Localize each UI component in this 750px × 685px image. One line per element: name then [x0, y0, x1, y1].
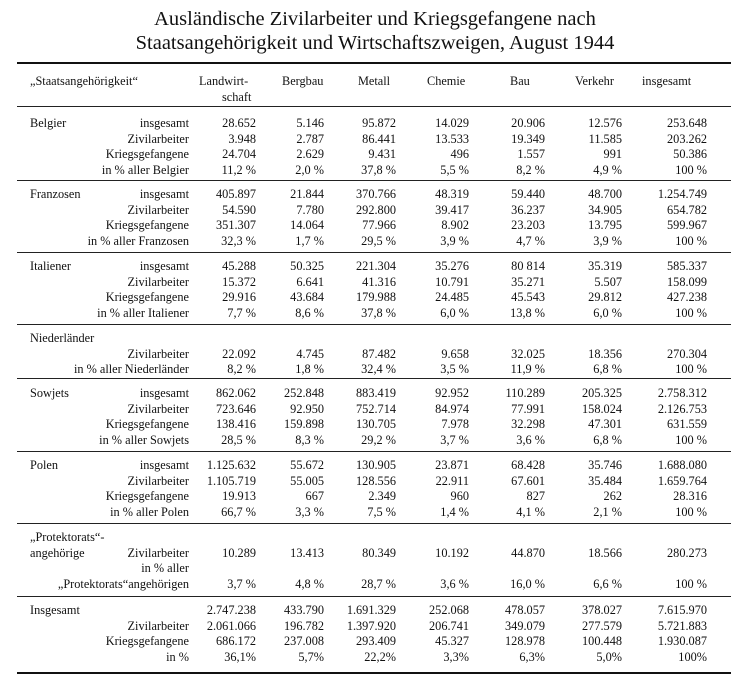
table-row	[0, 362, 750, 378]
row-label: Zivilarbeiter	[127, 473, 189, 488]
table-cell: 3.948	[228, 131, 256, 146]
table-cell: 3,7 %	[227, 576, 256, 591]
table-cell: 59.440	[511, 187, 545, 201]
row-label: „Protektorats“angehörigen	[57, 576, 189, 591]
table-cell: 45.543	[511, 290, 545, 305]
table-cell: 24.704	[222, 147, 256, 162]
table-cell: 3,6 %	[516, 432, 545, 447]
table-cell: 35.484	[588, 473, 622, 488]
table-cell: 1.659.764	[657, 473, 707, 488]
table-cell: 32.025	[511, 346, 545, 361]
table-cell: 1.105.719	[206, 473, 256, 488]
header-col-verkehr: Verkehr	[575, 74, 614, 88]
table-cell: 4.745	[296, 346, 324, 361]
table-cell: 8,2 %	[516, 162, 545, 177]
group-name: Niederländer	[30, 331, 95, 345]
table-cell: 43.684	[290, 290, 324, 305]
table-cell: 13.533	[435, 131, 469, 146]
group-row	[0, 530, 750, 546]
table-cell: 6,0 %	[440, 305, 469, 320]
table-cell: 95.872	[362, 116, 396, 130]
table-cell: 2.758.312	[657, 386, 707, 400]
table-cell: 827	[526, 489, 545, 504]
group-row	[0, 386, 750, 402]
table-cell: 86.441	[362, 131, 396, 146]
table-cell: 18.356	[588, 346, 622, 361]
row-label: Kriegsgefangene	[105, 147, 189, 162]
row-label: in % aller	[141, 561, 189, 576]
table-cell: 48.700	[588, 187, 622, 201]
table-cell: 378.027	[582, 603, 622, 617]
table-cell: 2.061.066	[206, 618, 256, 633]
table-cell: 158.099	[667, 274, 707, 289]
table-cell: 45.288	[222, 259, 256, 273]
table-row	[0, 505, 750, 521]
row-label: in % aller Italiener	[97, 305, 189, 320]
header-col-chemie: Chemie	[427, 74, 466, 88]
table-cell: 100 %	[675, 432, 707, 447]
table-cell: 47.301	[588, 417, 622, 432]
table-row	[0, 546, 750, 562]
table-cell: 2.747.238	[206, 603, 256, 617]
header-col-metall: Metall	[358, 74, 391, 88]
table-cell: 370.766	[356, 187, 396, 201]
table-cell: 22.092	[222, 346, 256, 361]
table-cell: 1.691.329	[346, 603, 396, 617]
table-cell: 3,3%	[443, 649, 469, 664]
group-name: Italiener	[30, 259, 71, 273]
table-cell: 723.646	[216, 401, 256, 416]
table-cell: 128.556	[356, 473, 396, 488]
row-label: Zivilarbeiter	[127, 202, 189, 217]
table-row	[0, 132, 750, 148]
table-cell: 87.482	[362, 346, 396, 361]
table-cell: 24.485	[435, 290, 469, 305]
table-cell: 37,8 %	[361, 305, 396, 320]
table-cell: 50.325	[290, 259, 324, 273]
table-cell: 100 %	[675, 305, 707, 320]
table-cell: 1,8 %	[295, 362, 324, 377]
table-cell: 35.276	[435, 259, 469, 273]
table-cell: 262	[603, 489, 622, 504]
row-label: Zivilarbeiter	[127, 274, 189, 289]
table-cell: 599.967	[667, 218, 707, 233]
table-cell: 277.579	[582, 618, 622, 633]
table-cell: 179.988	[356, 290, 396, 305]
header-col-bau: Bau	[510, 74, 530, 88]
table-cell: 54.590	[222, 202, 256, 217]
table-cell: 351.307	[216, 218, 256, 233]
table-cell: 80.349	[362, 545, 396, 560]
row-label: in % aller Niederländer	[73, 362, 189, 377]
row-label: insgesamt	[139, 458, 189, 472]
table-cell: 203.262	[667, 131, 707, 146]
table-cell: 100.448	[582, 634, 622, 649]
table-row	[0, 290, 750, 306]
table-cell: 2.787	[296, 131, 324, 146]
row-label: Kriegsgefangene	[105, 489, 189, 504]
table-cell: 36.237	[511, 202, 545, 217]
table-cell: 22.911	[435, 473, 469, 488]
row-label: insgesamt	[139, 386, 189, 400]
row-label: Kriegsgefangene	[105, 290, 189, 305]
table-cell: 7.780	[296, 202, 324, 217]
table-cell: 100 %	[675, 576, 707, 591]
table-cell: 44.870	[511, 545, 545, 560]
table-cell: 10.289	[222, 545, 256, 560]
table-cell: 1.930.087	[657, 634, 707, 649]
header-rule	[17, 106, 731, 107]
table-cell: 8,2 %	[227, 362, 256, 377]
table-cell: 3,5 %	[440, 362, 469, 377]
table-cell: 39.417	[435, 202, 469, 217]
row-label: Zivilarbeiter	[127, 545, 189, 560]
table-cell: 405.897	[216, 187, 256, 201]
table-cell: 4,1 %	[516, 504, 545, 519]
table-cell: 667	[305, 489, 324, 504]
row-label: in %	[166, 649, 189, 664]
table-cell: 32.298	[511, 417, 545, 432]
table-cell: 1.397.920	[346, 618, 396, 633]
table-cell: 7,5 %	[367, 504, 396, 519]
section-rule	[17, 596, 731, 597]
table-cell: 1.557	[517, 147, 545, 162]
table-cell: 15.372	[222, 274, 256, 289]
table-cell: 13,8 %	[510, 305, 545, 320]
table-cell: 2,1 %	[593, 504, 622, 519]
table-cell: 2.126.753	[657, 401, 707, 416]
table-cell: 35.746	[588, 458, 622, 472]
table-row	[0, 577, 750, 593]
table-cell: 293.409	[356, 634, 396, 649]
table-cell: 6.641	[296, 274, 324, 289]
table-cell: 4,9 %	[593, 162, 622, 177]
table-cell: 8.902	[441, 218, 469, 233]
table-cell: 92.952	[435, 386, 469, 400]
table-cell: 10.192	[435, 545, 469, 560]
table-cell: 130.905	[356, 458, 396, 472]
row-label: Kriegsgefangene	[105, 417, 189, 432]
table-row	[0, 203, 750, 219]
table-cell: 28.652	[222, 116, 256, 130]
table-cell: 55.005	[290, 473, 324, 488]
table-row	[0, 306, 750, 322]
table-cell: 36,1%	[224, 649, 256, 664]
header-col-landwirtschaft-line2: schaft	[222, 90, 252, 104]
row-label: insgesamt	[139, 187, 189, 201]
table-row	[0, 433, 750, 449]
row-label: Zivilarbeiter	[127, 618, 189, 633]
table-cell: 3,6 %	[440, 576, 469, 591]
table-row	[0, 489, 750, 505]
table-cell: 3,3 %	[295, 504, 324, 519]
table-cell: 9.431	[368, 147, 396, 162]
table-cell: 23.871	[435, 458, 469, 472]
table-cell: 5.721.883	[657, 618, 707, 633]
group-name: Belgier	[30, 116, 67, 130]
section-rule	[17, 523, 731, 524]
table-cell: 18.566	[588, 545, 622, 560]
header-group: „Staatsangehörigkeit“	[30, 74, 138, 88]
table-cell: 13.795	[588, 218, 622, 233]
table-cell: 253.648	[667, 116, 707, 130]
table-cell: 252.068	[429, 603, 469, 617]
table-cell: 20.906	[511, 116, 545, 130]
table-cell: 28,5 %	[221, 432, 256, 447]
table-cell: 92.950	[290, 401, 324, 416]
table-cell: 100 %	[675, 362, 707, 377]
table-cell: 19.913	[222, 489, 256, 504]
section-rule	[17, 252, 731, 253]
table-cell: 2.629	[296, 147, 324, 162]
table-cell: 2.349	[368, 489, 396, 504]
table-cell: 3,9 %	[440, 233, 469, 248]
group-name: Franzosen	[30, 187, 81, 201]
table-cell: 23.203	[511, 218, 545, 233]
table-cell: 349.079	[505, 618, 545, 633]
group-row	[0, 259, 750, 275]
table-cell: 55.672	[290, 458, 324, 472]
table-cell: 5,5 %	[440, 162, 469, 177]
table-cell: 6,8 %	[593, 362, 622, 377]
table-cell: 67.601	[511, 473, 545, 488]
table-cell: 991	[603, 147, 622, 162]
table-cell: 1.688.080	[657, 458, 707, 472]
table-cell: 206.741	[429, 618, 469, 633]
table-cell: 252.848	[284, 386, 324, 400]
table-cell: 29,5 %	[361, 233, 396, 248]
group-name: Polen	[30, 458, 59, 472]
table-title-line-1: Ausländische Zivilarbeiter und Kriegsgefangene nach	[154, 8, 596, 30]
table-cell: 11,9 %	[510, 362, 545, 377]
group-row	[0, 331, 750, 347]
table-cell: 1.125.632	[206, 458, 256, 472]
table-cell: 5.507	[594, 274, 622, 289]
table-row	[0, 347, 750, 363]
table-cell: 5.146	[296, 116, 324, 130]
table-cell: 100 %	[675, 162, 707, 177]
table-cell: 478.057	[505, 603, 545, 617]
table-cell: 28.316	[673, 489, 707, 504]
table-cell: 29.916	[222, 290, 256, 305]
table-cell: 960	[450, 489, 469, 504]
table-cell: 221.304	[356, 259, 396, 273]
table-cell: 13.413	[290, 545, 324, 560]
table-cell: 21.844	[290, 187, 324, 201]
row-label: insgesamt	[139, 116, 189, 130]
table-cell: 22,2%	[364, 649, 396, 664]
header-col-landwirtschaft: Landwirt-	[199, 74, 249, 88]
table-cell: 14.029	[435, 116, 469, 130]
group-row	[0, 187, 750, 203]
table-cell: 292.800	[356, 202, 396, 217]
table-cell: 28,7 %	[361, 576, 396, 591]
table-cell: 34.905	[588, 202, 622, 217]
table-cell: 3,7 %	[440, 432, 469, 447]
table-row	[0, 650, 750, 666]
table-cell: 12.576	[588, 116, 622, 130]
group-name: Insgesamt	[30, 603, 80, 617]
section-rule	[17, 324, 731, 325]
table-cell: 196.782	[284, 618, 324, 633]
table-cell: 6,6 %	[593, 576, 622, 591]
table-cell: 9.658	[441, 346, 469, 361]
table-cell: 77.966	[362, 218, 396, 233]
table-cell: 6,0 %	[593, 305, 622, 320]
table-cell: 158.024	[582, 401, 622, 416]
row-label: in % aller Belgier	[101, 162, 189, 177]
group-row	[0, 603, 750, 619]
table-cell: 11.585	[588, 131, 622, 146]
table-cell: 35.271	[511, 274, 545, 289]
table-cell: 280.273	[667, 545, 707, 560]
table-row	[0, 619, 750, 635]
table-cell: 100 %	[675, 233, 707, 248]
top-rule	[17, 62, 731, 64]
group-row	[0, 458, 750, 474]
row-label: in % aller Franzosen	[87, 233, 189, 248]
table-row	[0, 417, 750, 433]
row-label: Kriegsgefangene	[105, 218, 189, 233]
table-cell: 41.316	[362, 274, 396, 289]
table-cell: 3,9 %	[593, 233, 622, 248]
table-cell: 29.812	[588, 290, 622, 305]
table-cell: 427.238	[667, 290, 707, 305]
table-cell: 50.386	[673, 147, 707, 162]
table-cell: 100 %	[675, 504, 707, 519]
group-row	[0, 116, 750, 132]
section-rule	[17, 180, 731, 181]
table-row	[0, 561, 750, 577]
table-cell: 16,0 %	[510, 576, 545, 591]
table-cell: 14.064	[290, 218, 324, 233]
row-label: Kriegsgefangene	[105, 634, 189, 649]
table-cell: 496	[450, 147, 469, 162]
table-cell: 37,8 %	[361, 162, 396, 177]
table-cell: 6,8 %	[593, 432, 622, 447]
header-col-insgesamt: insgesamt	[642, 74, 692, 88]
table-cell: 433.790	[284, 603, 324, 617]
table-cell: 752.714	[356, 401, 396, 416]
row-label: Zivilarbeiter	[127, 131, 189, 146]
table-cell: 1.254.749	[657, 187, 707, 201]
table-cell: 8,6 %	[295, 305, 324, 320]
group-name: Sowjets	[30, 386, 69, 400]
section-rule	[17, 672, 731, 674]
table-cell: 8,3 %	[295, 432, 324, 447]
table-cell: 7,7 %	[227, 305, 256, 320]
table-row	[0, 218, 750, 234]
row-label: in % aller Sowjets	[99, 432, 189, 447]
table-cell: 237.008	[284, 634, 324, 649]
table-title-line-2: Staatsangehörigkeit und Wirtschaftszweigen, August 1944	[135, 32, 615, 54]
table-cell: 32,3 %	[221, 233, 256, 248]
table-cell: 32,4 %	[361, 362, 396, 377]
table-cell: 7.978	[441, 417, 469, 432]
table-cell: 68.428	[511, 458, 545, 472]
table-cell: 84.974	[435, 401, 469, 416]
table-row	[0, 402, 750, 418]
section-rule	[17, 451, 731, 452]
table-cell: 66,7 %	[221, 504, 256, 519]
table-cell: 205.325	[582, 386, 622, 400]
table-cell: 270.304	[667, 346, 707, 361]
table-cell: 2,0 %	[295, 162, 324, 177]
table-cell: 1,7 %	[295, 233, 324, 248]
table-cell: 11,2 %	[221, 162, 256, 177]
table-cell: 4,7 %	[516, 233, 545, 248]
group-name: „Protektorats“-	[30, 530, 105, 544]
table-cell: 110.289	[505, 386, 545, 400]
table-cell: 130.705	[356, 417, 396, 432]
table-cell: 77.991	[511, 401, 545, 416]
table-cell: 686.172	[216, 634, 256, 649]
table-cell: 631.559	[667, 417, 707, 432]
table-cell: 883.419	[356, 386, 396, 400]
table-cell: 138.416	[216, 417, 256, 432]
table-cell: 29,2 %	[361, 432, 396, 447]
table-cell: 159.898	[284, 417, 324, 432]
table-cell: 862.062	[216, 386, 256, 400]
table-cell: 35.319	[588, 259, 622, 273]
table-cell: 10.791	[435, 274, 469, 289]
table-cell: 654.782	[667, 202, 707, 217]
table-row	[0, 234, 750, 250]
table-cell: 7.615.970	[657, 603, 707, 617]
table-row	[0, 147, 750, 163]
table-cell: 585.337	[667, 259, 707, 273]
section-rule	[17, 378, 731, 379]
table-cell: 45.327	[435, 634, 469, 649]
row-label: Zivilarbeiter	[127, 401, 189, 416]
group-name-line2: angehörige	[30, 545, 85, 560]
table-row	[0, 634, 750, 650]
table-cell: 48.319	[435, 187, 469, 201]
table-row	[0, 474, 750, 490]
table-cell: 4,8 %	[295, 576, 324, 591]
table-cell: 19.349	[511, 131, 545, 146]
table-cell: 80 814	[511, 259, 545, 273]
row-label: Zivilarbeiter	[127, 346, 189, 361]
table-row	[0, 275, 750, 291]
table-cell: 5,0%	[596, 649, 622, 664]
table-cell: 1,4 %	[440, 504, 469, 519]
table-row	[0, 163, 750, 179]
table-cell: 128.978	[505, 634, 545, 649]
table-cell: 100%	[678, 649, 707, 664]
row-label: insgesamt	[139, 259, 189, 273]
table-cell: 5,7%	[298, 649, 324, 664]
row-label: in % aller Polen	[110, 504, 189, 519]
table-cell: 6,3%	[519, 649, 545, 664]
header-col-bergbau: Bergbau	[282, 74, 324, 88]
